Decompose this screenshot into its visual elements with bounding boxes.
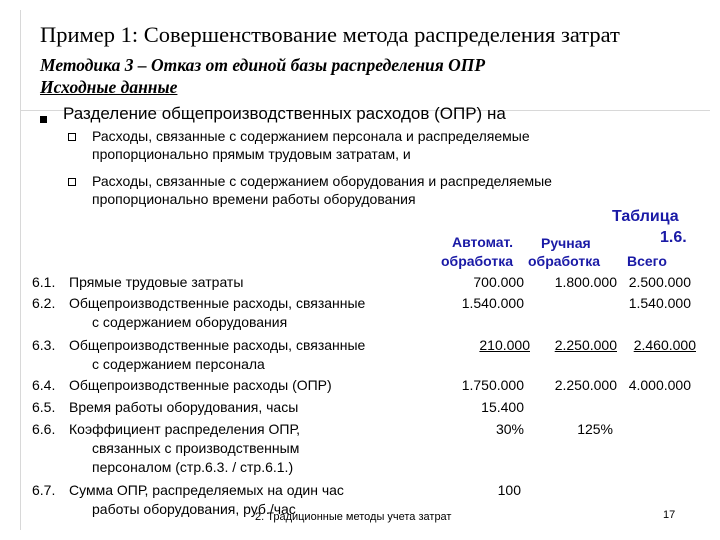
row-label: Время работы оборудования, часы: [69, 399, 299, 415]
square-bullet-icon: [40, 116, 47, 123]
table-caption-line-2: 1.6.: [660, 229, 687, 246]
row-number: 6.3.: [32, 337, 56, 353]
sub-bullet-1-line-2: пропорционально прямым трудовым затратам, и: [92, 146, 411, 162]
row-label: Прямые трудовые затраты: [69, 274, 244, 290]
row-label: Общепроизводственные расходы, связанные: [69, 295, 366, 311]
cell-auto: 1.540.000: [461, 295, 524, 311]
hollow-square-bullet-icon: [68, 178, 76, 186]
row-number: 6.7.: [32, 482, 56, 498]
page-number: 17: [663, 509, 676, 521]
slide-subtitle: Методика 3 – Отказ от единой базы распределения ОПР: [40, 55, 486, 75]
frame-vertical-line: [20, 10, 21, 530]
table-caption-line-1: Таблица: [612, 208, 679, 225]
row-label: Общепроизводственные расходы (ОПР): [69, 377, 332, 393]
sub-bullet-1-line-1: Расходы, связанные с содержанием персонала и распределяемые: [92, 128, 530, 144]
row-label: персоналом (стр.6.3. / стр.6.1.): [92, 459, 294, 475]
col-header-auto-bottom: обработка: [441, 253, 514, 269]
cell-manual: 2.250.000: [554, 337, 617, 353]
row-number: 6.2.: [32, 295, 56, 311]
col-header-auto-top: Автомат.: [452, 234, 514, 250]
section-heading: Исходные данные: [40, 77, 178, 97]
cell-total: 2.460.000: [633, 337, 696, 353]
row-label: с содержанием персонала: [92, 356, 265, 372]
row-number: 6.6.: [32, 421, 56, 437]
cell-auto: 15.400: [481, 399, 524, 415]
col-header-manual-bottom: обработка: [528, 253, 601, 269]
row-number: 6.5.: [32, 399, 56, 415]
cell-total: 1.540.000: [628, 295, 691, 311]
sub-bullet-2-line-1: Расходы, связанные с содержанием оборудования и распределяемые: [92, 173, 552, 189]
bullet-text: Разделение общепроизводственных расходов (ОПР) на: [63, 104, 506, 123]
col-header-manual-top: Ручная: [541, 235, 591, 251]
footer-text: 2. Традиционные методы учета затрат: [255, 511, 452, 523]
cell-total: 4.000.000: [628, 377, 691, 393]
row-label: связанных с производственным: [92, 440, 300, 456]
row-label: Общепроизводственные расходы, связанные: [69, 337, 366, 353]
row-label: с содержанием оборудования: [92, 314, 288, 330]
cell-manual: 1.800.000: [554, 274, 617, 290]
cell-total: 2.500.000: [628, 274, 691, 290]
row-number: 6.1.: [32, 274, 56, 290]
cell-auto: 700.000: [473, 274, 524, 290]
row-label: работы оборудования, руб./час: [92, 501, 296, 517]
sub-bullet-2-line-2: пропорционально времени работы оборудования: [92, 191, 416, 207]
cell-manual: 2.250.000: [554, 377, 617, 393]
row-label: Сумма ОПР, распределяемых на один час: [69, 482, 344, 498]
cell-auto: 1.750.000: [461, 377, 524, 393]
cell-auto: 100: [497, 482, 521, 498]
cell-auto: 30%: [495, 421, 524, 437]
row-number: 6.4.: [32, 377, 56, 393]
col-header-total: Всего: [627, 253, 667, 269]
hollow-square-bullet-icon: [68, 133, 76, 141]
row-label: Коэффициент распределения ОПР,: [69, 421, 301, 437]
cell-manual: 125%: [577, 421, 613, 437]
slide-title: Пример 1: Совершенствование метода распределения затрат: [40, 22, 620, 47]
cell-auto: 210.000: [479, 337, 530, 353]
